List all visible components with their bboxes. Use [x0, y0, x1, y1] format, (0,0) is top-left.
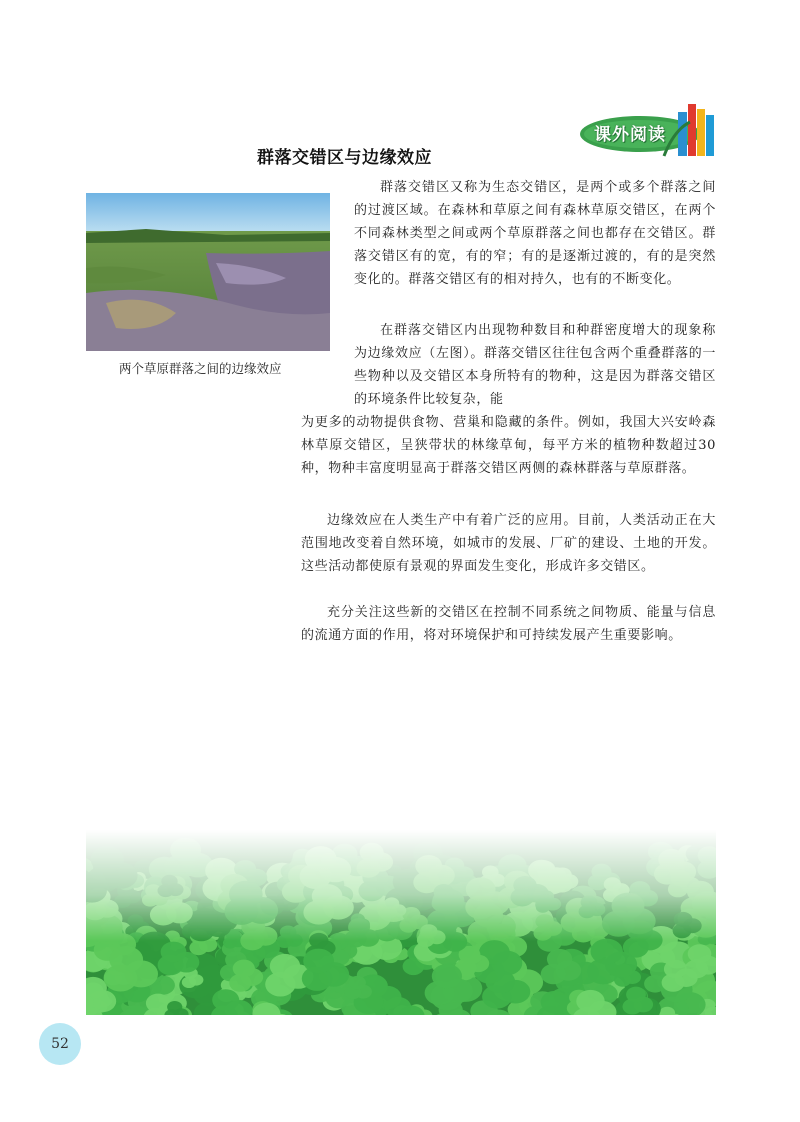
paragraph-4: 充分关注这些新的交错区在控制不同系统之间物质、能量与信息的流通方面的作用，将对环境保护和可持续发展产生重要影响。 [301, 605, 716, 643]
paragraph-2-part-2: 为更多的动物提供食物、营巢和隐藏的条件。例如，我国大兴安岭森林草原交错区，呈狭带状的林缘草甸，每平方米的植物种数超过30种，物种丰富度明显高于群落交错区两侧的森林群落与草原群落。 [301, 415, 716, 476]
page-number: 52 [39, 1023, 81, 1065]
paragraph-3: 边缘效应在人类生产中有着广泛的应用。目前，人类活动正在大范围地改变着自然环境，如城市的发展、厂矿的建设、土地的开发。这些活动都使原有景观的界面发生变化，形成许多交错区。 [301, 513, 716, 574]
paragraph-2-part-1: 在群落交错区内出现物种数目和种群密度增大的现象称为边缘效应（左图）。群落交错区往往包含两个重叠群落的一些物种以及交错区本身所特有的物种，这是因为群落交错区的环境条件比较复杂，能 [354, 323, 716, 407]
clover-field-image [86, 830, 716, 1015]
grassland-edge-photo [86, 193, 330, 351]
section-badge-label: 课外阅读 [594, 125, 666, 145]
paragraph-1: 群落交错区又称为生态交错区，是两个或多个群落之间的过渡区域。在森林和草原之间有森林草原交错区，在两个不同森林类型之间或两个草原群落之间也都存在交错区。群落交错区有的宽，有的窄；有的是逐渐过渡的，有的是突然变化的。群落交错区有的相对持久，也有的不断变化。 [354, 180, 716, 287]
article-title: 群落交错区与边缘效应 [257, 148, 432, 168]
figure-caption: 两个草原群落之间的边缘效应 [119, 361, 282, 376]
reading-section-badge [578, 100, 718, 160]
